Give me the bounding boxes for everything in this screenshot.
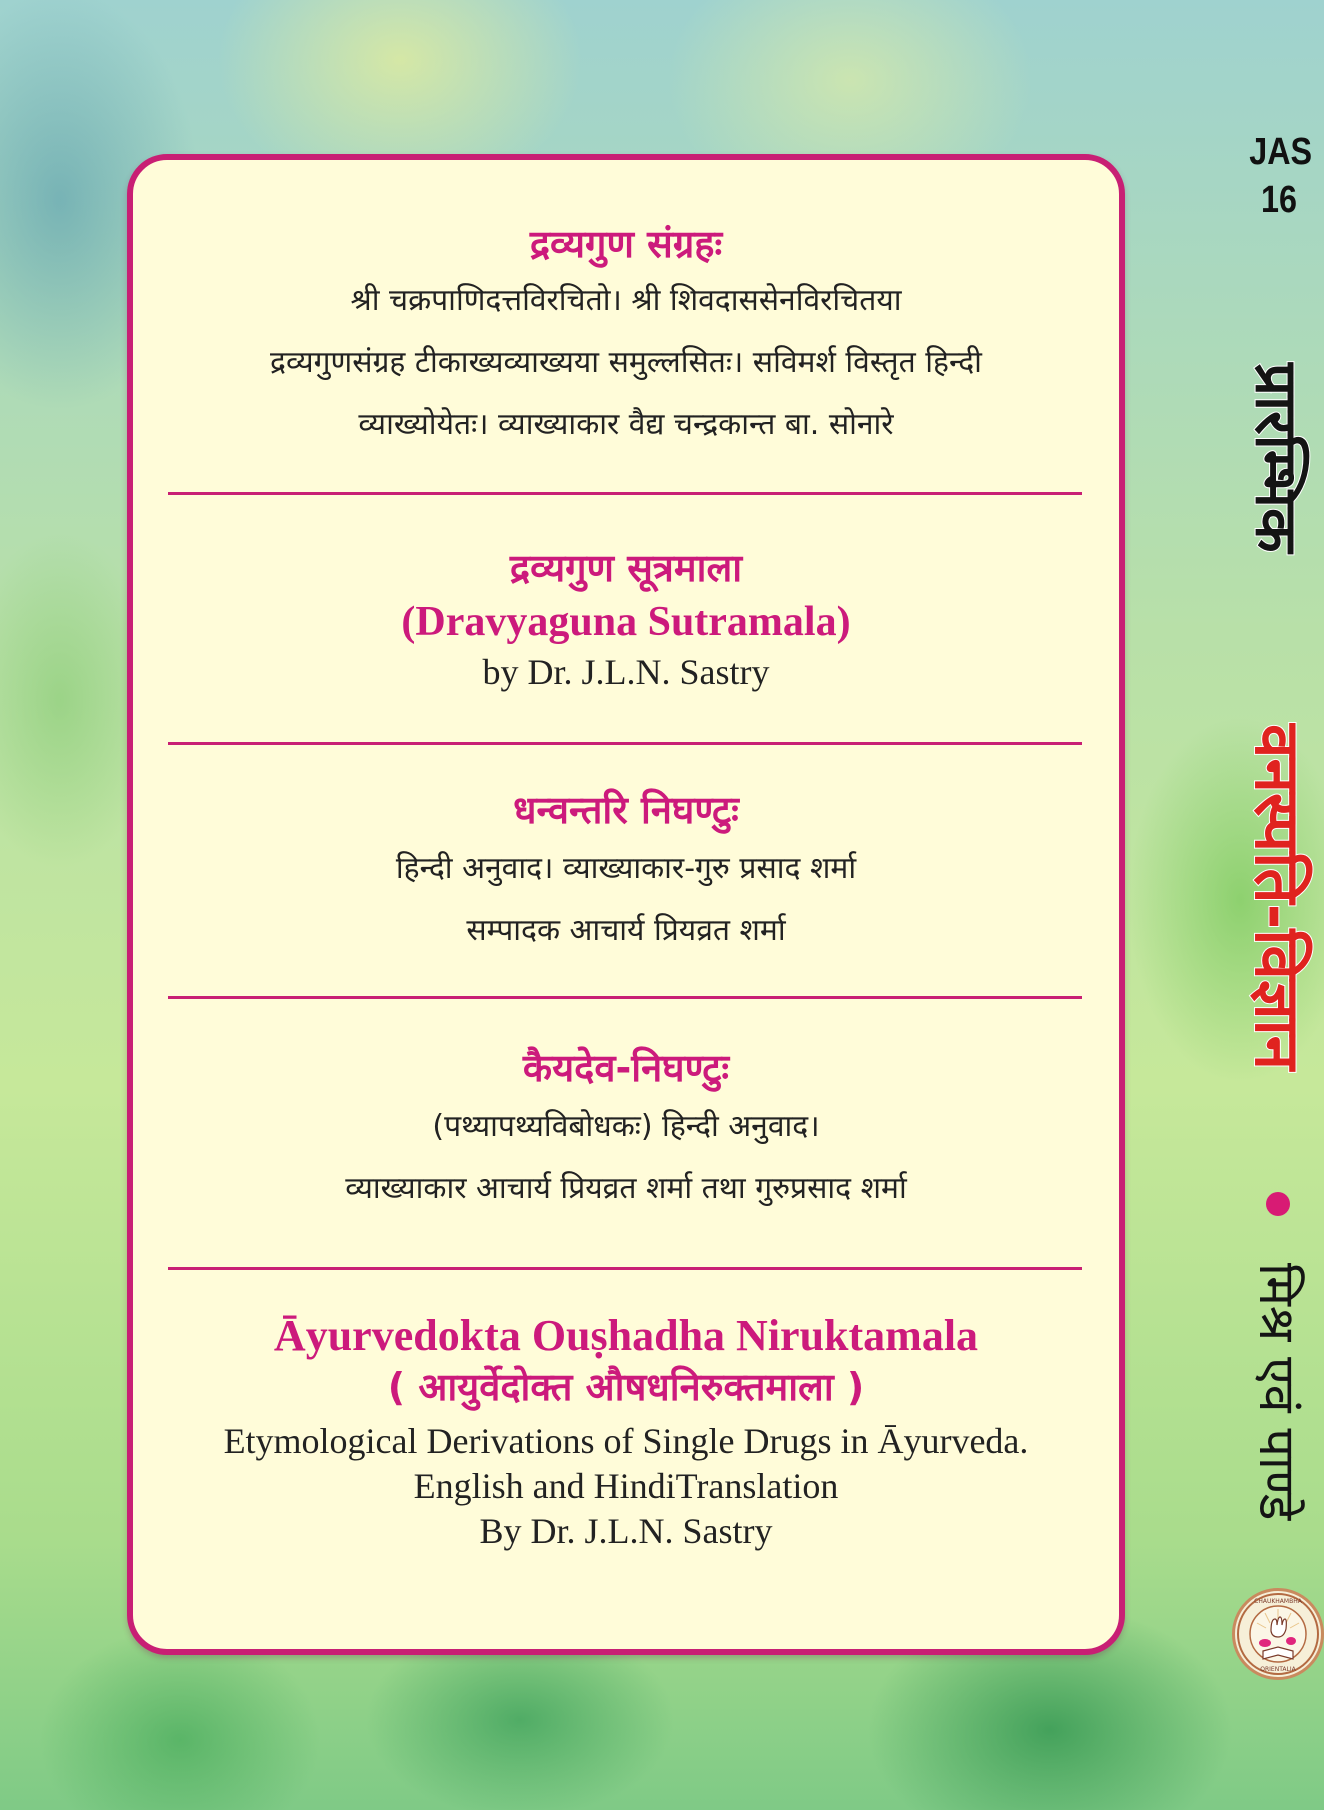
spine-title-prefix: [1230, 318, 1324, 598]
book-author: by Dr. J.L.N. Sastry: [482, 652, 770, 693]
spine-title-prefix-text: प्रारम्भिक: [1242, 363, 1311, 553]
spine-authors-text: मिश्र एवं पाण्डे: [1248, 1263, 1306, 1521]
section-divider: [168, 1267, 1082, 1270]
description-line: (पथ्यापथ्यविबोधकः) हिन्दी अनुवाद।: [432, 1108, 820, 1144]
description-line: English and HindiTranslation: [413, 1465, 839, 1506]
description-line: हिन्दी अनुवाद। व्याख्याकार-गुरु प्रसाद शर्मा: [395, 850, 857, 886]
spine-authors: [1230, 1232, 1324, 1552]
book-dhanvantari-nighantu: [133, 788, 1119, 962]
spine-title-main-text: वनस्पति-विज्ञान: [1241, 724, 1314, 1071]
section-divider: [168, 742, 1082, 745]
description-line: व्याख्याकार आचार्य प्रियव्रत शर्मा तथा गुरुप्रसाद शर्मा: [345, 1170, 907, 1206]
book-title-hindi: द्रव्यगुण संग्रहः: [529, 222, 723, 266]
section-divider: [168, 492, 1082, 495]
book-kaiyadeva-nighantu: [133, 1046, 1119, 1220]
description-line: श्री चक्रपाणिदत्तविरचितो। श्री शिवदाससेनविरचितया: [350, 282, 902, 318]
description-line: सम्पादक आचार्य प्रियव्रत शर्मा: [466, 912, 786, 948]
book-title-hindi: धन्वन्तरि निघण्टुः: [513, 788, 739, 832]
description-line: द्रव्यगुणसंग्रह टीकाख्यव्याख्यया समुल्लसितः। सविमर्श विस्तृत हिन्दी: [270, 344, 982, 380]
spine-title-main: [1230, 625, 1324, 1170]
section-divider: [168, 996, 1082, 999]
book-description: [133, 1096, 1119, 1220]
series-code: [1249, 128, 1313, 224]
series-code-letters: JAS: [1249, 131, 1313, 173]
book-description: [133, 1419, 1119, 1554]
bullet-dot-icon: [1266, 1192, 1290, 1216]
book-description: [133, 270, 1119, 456]
book-title-english: Āyurvedokta Ouṣhadha Niruktamala: [273, 1311, 979, 1360]
publisher-seal-graphic: [1235, 1591, 1321, 1677]
book-title-hindi: ( आयुर्वेदोक्त औषधनिरुक्तमाला ): [387, 1365, 865, 1409]
book-list-card: [127, 154, 1125, 1655]
book-ayurvedokta-oushadha-niruktamala: [133, 1308, 1119, 1554]
description-line: Etymological Derivations of Single Drugs in Āyurveda.: [223, 1420, 1029, 1461]
book-title-english: (Dravyaguna Sutramala): [401, 598, 851, 645]
svg-text:CHAUKHAMBHA: CHAUKHAMBHA: [1254, 1598, 1302, 1605]
book-title-hindi: कैयदेव-निघण्टुः: [522, 1046, 730, 1090]
book-dravyaguna-sangraha: [133, 222, 1119, 456]
description-line: By Dr. J.L.N. Sastry: [479, 1510, 773, 1551]
book-description: [133, 838, 1119, 962]
svg-text:ORIENTALIA: ORIENTALIA: [1260, 1666, 1296, 1673]
book-dravyaguna-sutramala: [133, 546, 1119, 695]
series-code-number: 16: [1261, 179, 1297, 221]
description-line: व्याख्योयेतः। व्याख्याकार वैद्य चन्द्रकान्त बा. सोनारे: [358, 406, 894, 442]
publisher-seal-icon: [1232, 1588, 1324, 1680]
book-title-hindi: द्रव्यगुण सूत्रमाला: [509, 546, 743, 590]
